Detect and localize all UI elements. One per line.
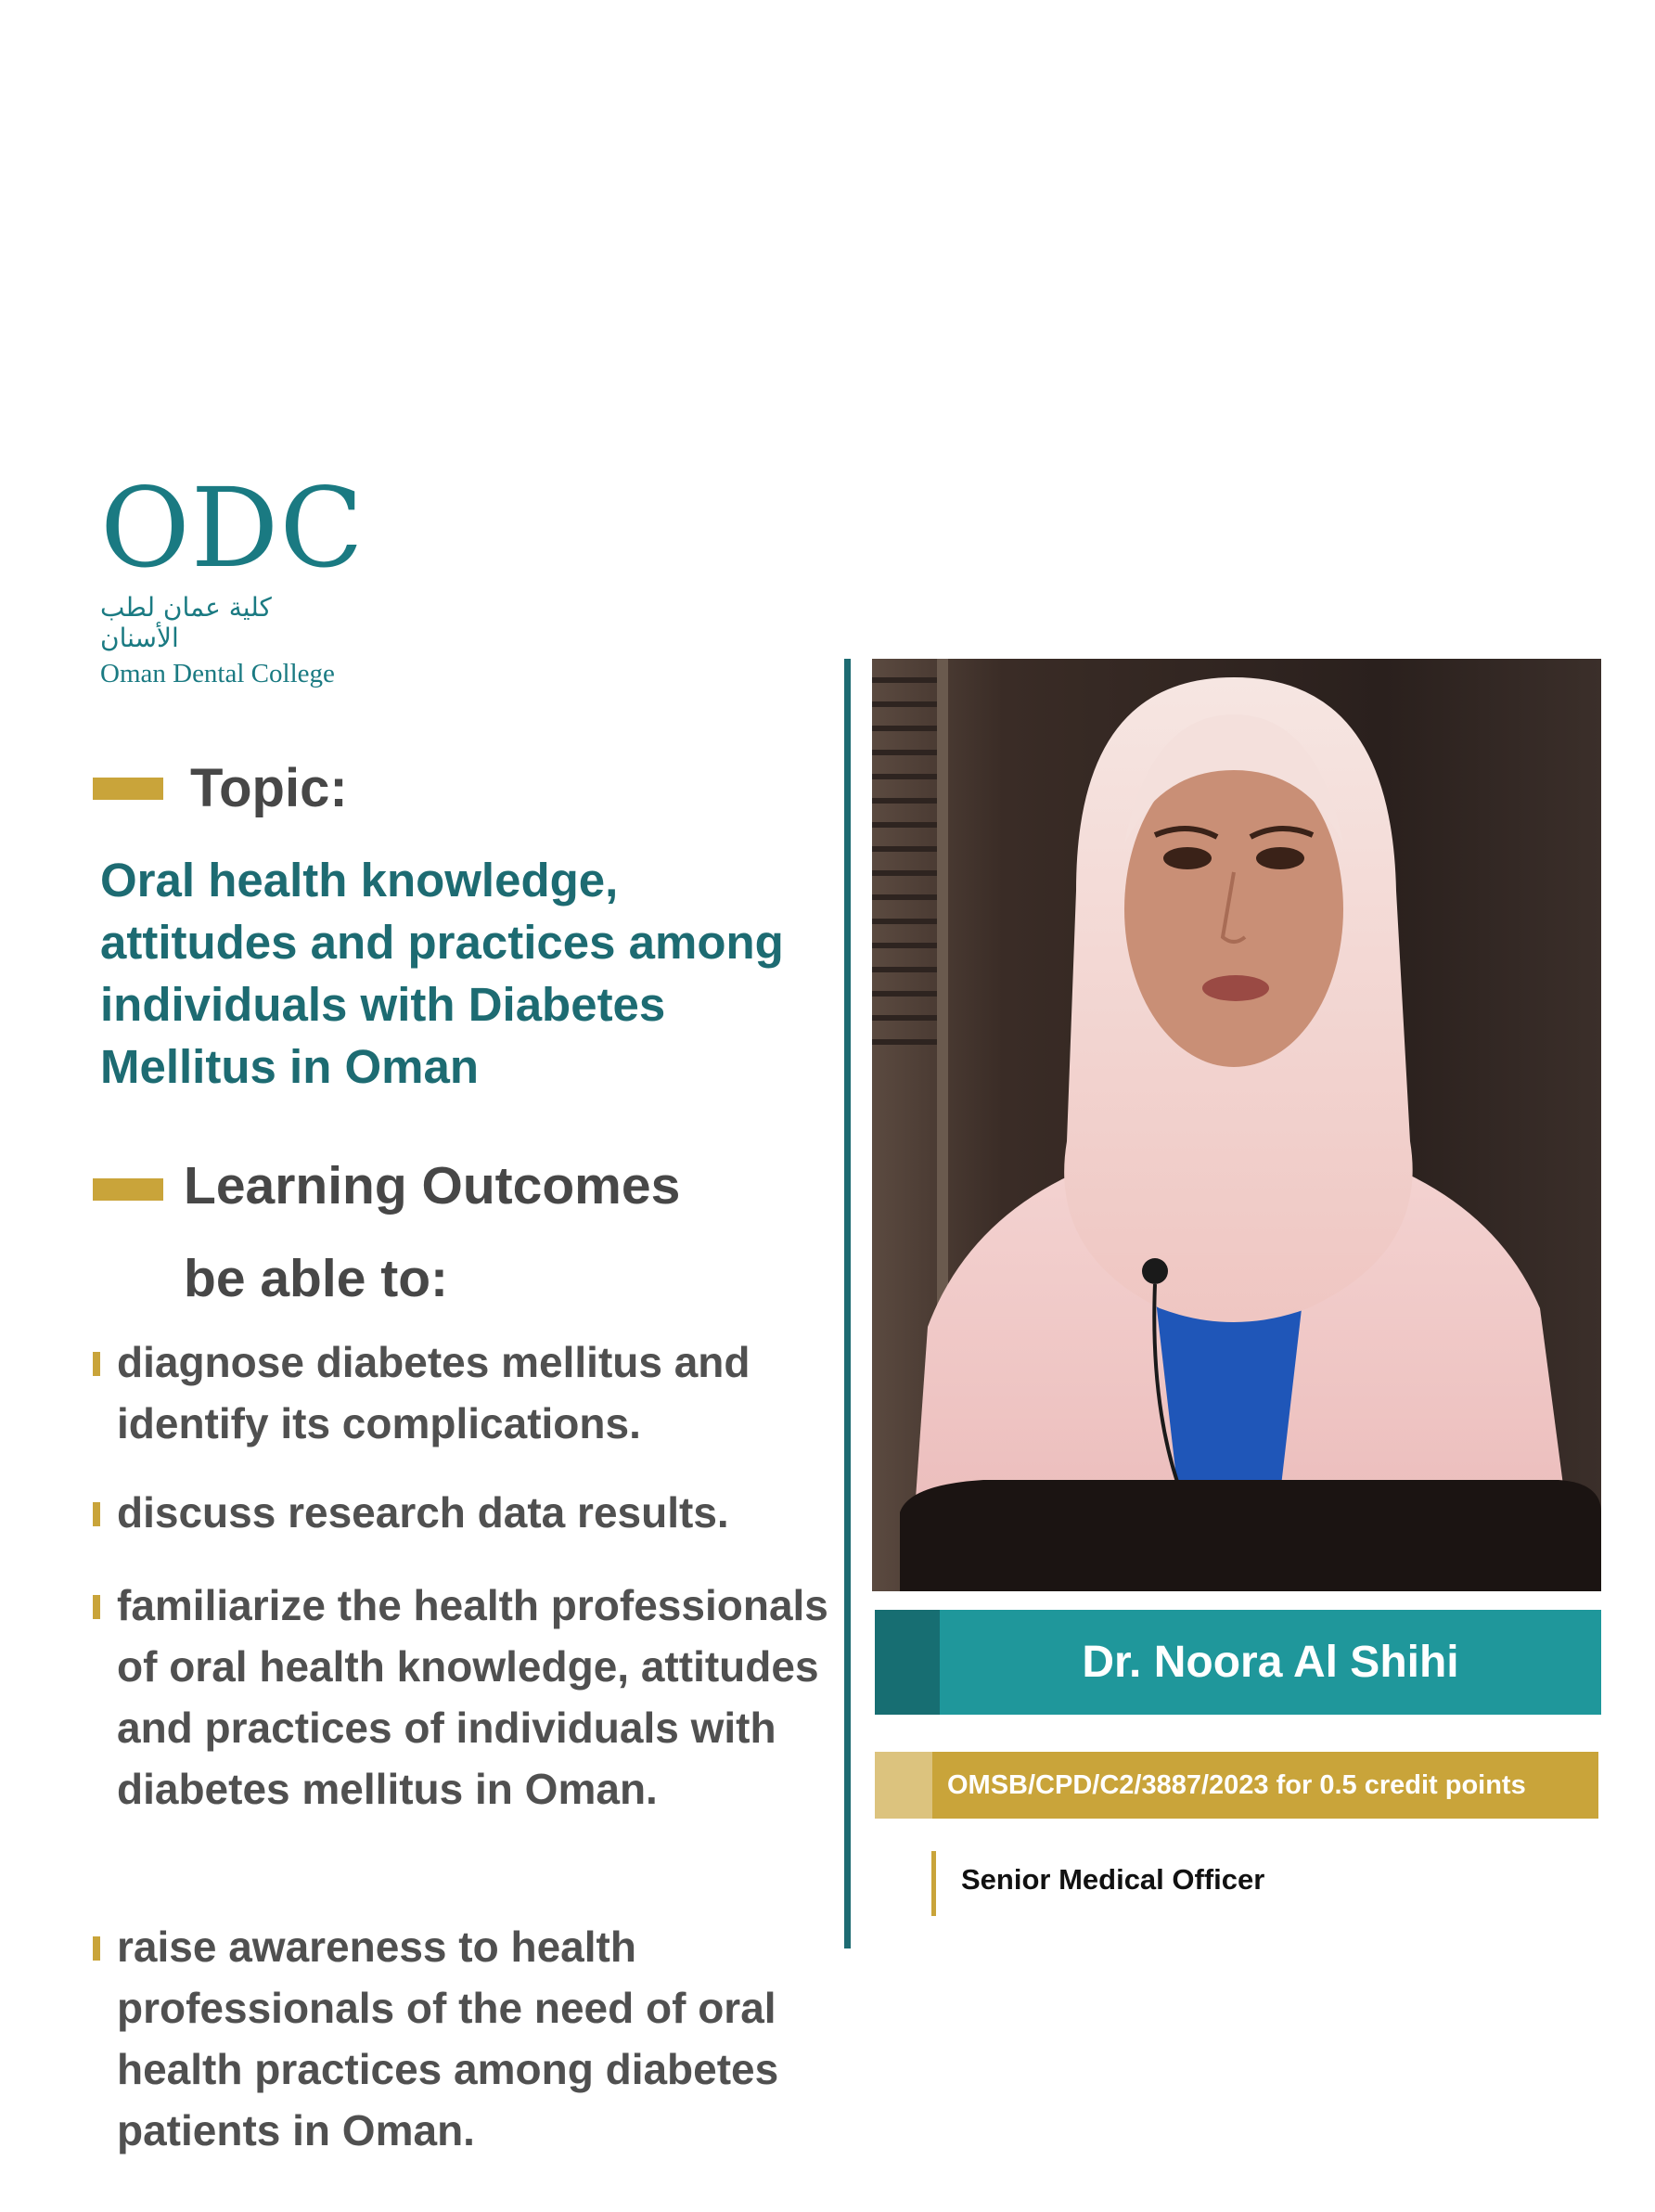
learning-outcomes-accent-bar	[93, 1178, 163, 1201]
cpd-credit-text: OMSB/CPD/C2/3887/2023 for 0.5 credit points	[947, 1770, 1526, 1800]
college-logo	[100, 464, 365, 689]
outcome-item	[93, 1575, 835, 1820]
speaker-photo	[872, 659, 1601, 1591]
speaker-name-banner	[875, 1610, 1601, 1715]
outcome-text: raise awareness to health professionals of the need of oral health practices among diabetes patients in Oman.	[117, 1923, 779, 2154]
outcome-text: diagnose diabetes mellitus and identify its complications.	[117, 1338, 751, 1447]
bullet-tick-icon	[93, 1352, 100, 1376]
logo-mark: ODC	[100, 464, 365, 592]
bullet-tick-icon	[93, 1936, 100, 1961]
outcome-text: discuss research data results.	[117, 1488, 729, 1537]
learning-outcomes-heading: Learning Outcomes	[184, 1156, 681, 1215]
learning-outcomes-subheading: be able to:	[184, 1249, 449, 1308]
topic-accent-bar	[93, 778, 163, 800]
outcome-item	[93, 1331, 835, 1454]
cpd-accent-block	[875, 1752, 932, 1819]
speaker-portrait-image	[872, 659, 1601, 1591]
outcome-text: familiarize the health professionals of oral health knowledge, attitudes and practices of individuals with diabetes mellitus in Oman.	[117, 1581, 828, 1813]
cpd-credit-banner	[875, 1752, 1598, 1819]
outcome-item	[93, 1916, 835, 2161]
logo-arabic-name: كلية عمان لطب الأسنان	[100, 592, 272, 653]
topic-heading: Topic:	[190, 758, 348, 818]
outcome-item	[93, 1482, 835, 1543]
role-accent-line	[931, 1851, 936, 1916]
speaker-role: Senior Medical Officer	[961, 1863, 1265, 1896]
vertical-divider	[844, 659, 851, 1948]
bullet-tick-icon	[93, 1502, 100, 1526]
banner-accent-block	[875, 1610, 940, 1715]
topic-title: Oral health knowledge, attitudes and practices among individuals with Diabetes Mellitus in Oman	[100, 854, 784, 1093]
speaker-name: Dr. Noora Al Shihi	[1082, 1638, 1459, 1687]
logo-english-name: Oman Dental College	[100, 659, 335, 688]
bullet-tick-icon	[93, 1595, 100, 1619]
